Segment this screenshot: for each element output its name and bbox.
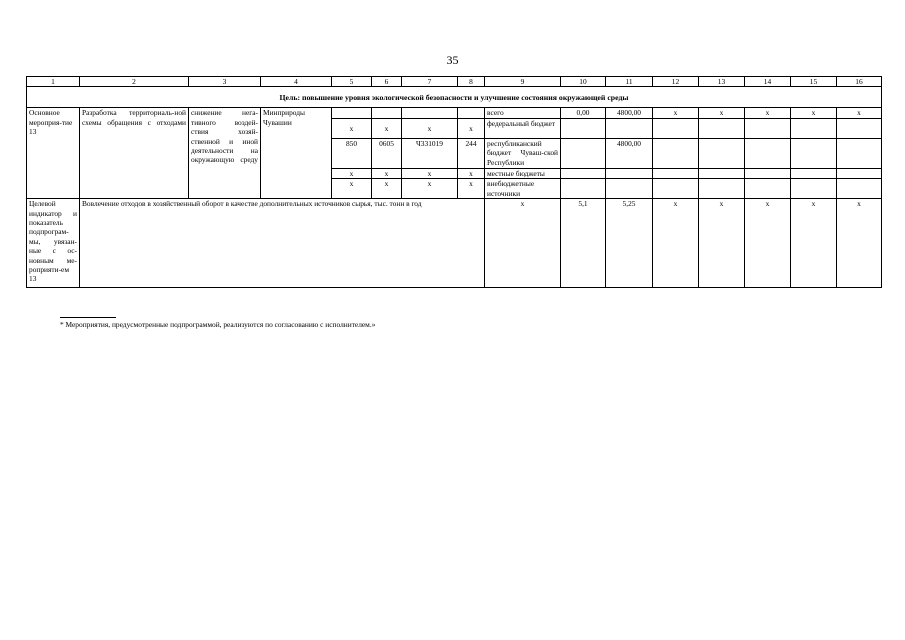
csr-cell: Ч331019 [402,138,458,168]
value-cell [561,118,606,138]
value-cell [606,168,653,178]
value-cell [561,168,606,178]
vr-cell: х [458,168,485,178]
value-cell: 4800,00 [606,138,653,168]
column-number: 8 [458,77,485,87]
column-number: 3 [189,77,261,87]
rz-cell: х [372,168,402,178]
column-number: 10 [561,77,606,87]
value-cell [561,138,606,168]
footnote-divider [60,317,116,318]
grbs-cell: х [332,118,372,138]
value-cell: 0,00 [561,108,606,118]
funding-row [27,108,882,118]
csr-cell [402,108,458,118]
indicator-label: Целевой индикатор и показатель подпрограм-мы, увязан-ные с ос-новным ме-роприяти-ем 13 [27,199,80,288]
column-number: 12 [653,77,699,87]
value-cell: х [745,108,791,118]
column-number: 5 [332,77,372,87]
column-number: 9 [485,77,561,87]
page-number: 35 [446,53,459,67]
goal-row [27,87,882,108]
value-cell: 4800,00 [606,108,653,118]
column-number: 11 [606,77,653,87]
value-cell [653,138,699,168]
value-cell [653,118,699,138]
grbs-cell [332,108,372,118]
funding-source: федеральный бюджет [485,118,561,138]
value-cell [653,179,699,199]
csr-cell: х [402,118,458,138]
value-cell: х [653,199,699,288]
value-cell: х [791,199,837,288]
value-cell [791,168,837,178]
value-cell [791,118,837,138]
indicator-description: Вовлечение отходов в хозяйственный оборот в качестве дополнительных источников сырья, тыс. тонн в год [80,199,485,288]
column-number: 2 [80,77,189,87]
vr-cell [458,108,485,118]
rz-cell: х [372,179,402,199]
value-cell [745,168,791,178]
column-number: 16 [837,77,882,87]
value-cell [606,179,653,199]
value-cell [837,179,882,199]
value-cell [699,168,745,178]
goal-text: Цель: повышение уровня экологической безопасности и улучшение состояния окружающей среды [27,87,882,108]
column-number: 4 [261,77,332,87]
vr-cell: х [458,179,485,199]
footnote: * Мероприятия, предусмотренные подпрограммой, реализуются по согласованию с исполнителем.» [60,320,376,329]
vr-cell: 244 [458,138,485,168]
rz-cell: х [372,118,402,138]
value-cell [606,118,653,138]
value-cell: х [699,199,745,288]
value-cell: х [485,199,561,288]
value-cell: х [837,199,882,288]
value-cell [699,138,745,168]
csr-cell: х [402,168,458,178]
value-cell: х [653,108,699,118]
rz-cell: 0605 [372,138,402,168]
value-cell [653,168,699,178]
value-cell [699,118,745,138]
value-cell [745,118,791,138]
value-cell: х [699,108,745,118]
column-numbers-row [27,77,882,87]
value-cell [837,118,882,138]
value-cell [699,179,745,199]
funding-source: местные бюджеты [485,168,561,178]
value-cell [745,138,791,168]
column-number: 7 [402,77,458,87]
value-cell: 5,1 [561,199,606,288]
column-number: 15 [791,77,837,87]
funding-source: всего [485,108,561,118]
program-table [26,76,882,288]
value-cell [837,138,882,168]
value-cell [561,179,606,199]
value-cell: х [745,199,791,288]
measure-executor: Минприроды Чувашии [261,108,332,199]
csr-cell: х [402,179,458,199]
grbs-cell: х [332,168,372,178]
value-cell [745,179,791,199]
vr-cell: х [458,118,485,138]
column-number: 14 [745,77,791,87]
value-cell: х [791,108,837,118]
rz-cell [372,108,402,118]
measure-name: Разработка территориаль-ной схемы обращения с отходами [80,108,189,199]
funding-source: республиканский бюджет Чуваш-ской Республики [485,138,561,168]
grbs-cell: х [332,179,372,199]
column-number: 1 [27,77,80,87]
value-cell [837,168,882,178]
measure-purpose: снижение нега-тивного воздей-ствия хозяй-ственной и иной деятельности на окружающую среду [189,108,261,199]
funding-source: внебюджетные источники [485,179,561,199]
value-cell: 5,25 [606,199,653,288]
value-cell [791,179,837,199]
value-cell [791,138,837,168]
measure-status: Основное мероприя-тие 13 [27,108,80,199]
indicator-row [27,199,882,288]
column-number: 6 [372,77,402,87]
column-number: 13 [699,77,745,87]
grbs-cell: 850 [332,138,372,168]
value-cell: х [837,108,882,118]
